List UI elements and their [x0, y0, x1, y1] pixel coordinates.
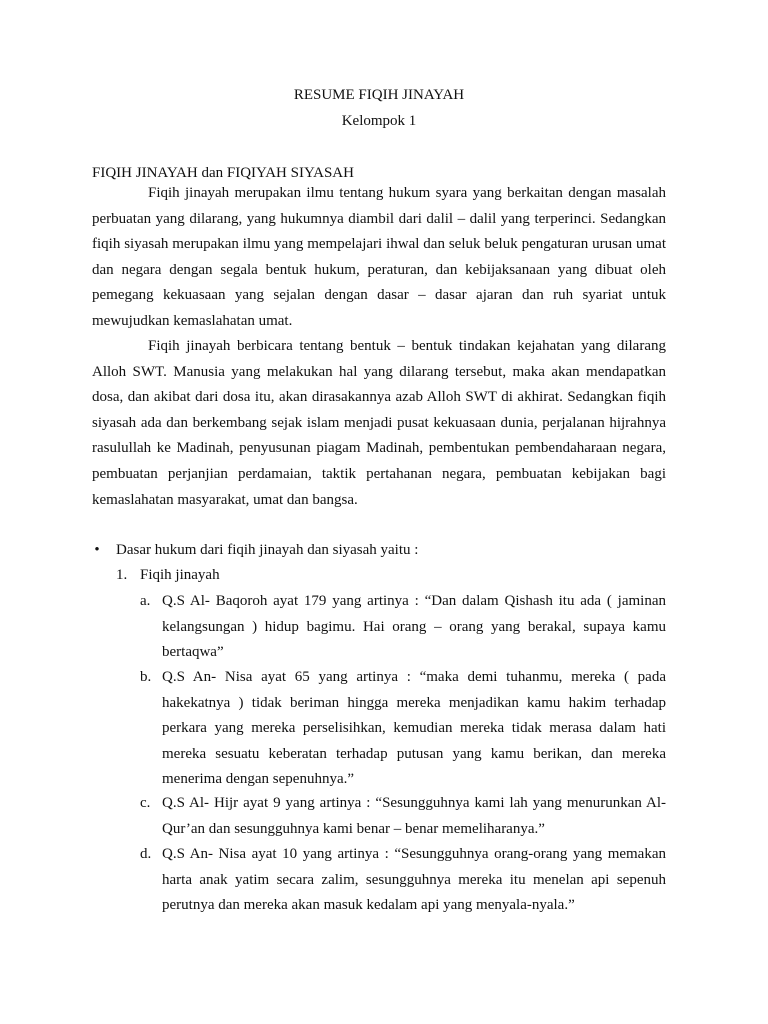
numbered-item [116, 566, 220, 584]
document-subtitle: Kelompok 1 [341, 113, 417, 129]
list-marker: b. [140, 669, 152, 685]
numbered-text: Fiqih jinayah [140, 567, 220, 583]
list-marker: c. [140, 795, 151, 811]
list-text: Q.S An- Nisa ayat 65 yang artinya : “maka demi tuhanmu, mereka ( pada hakekatnya ) tidak beriman hingga mereka menjadikan kamu hakim terhadap perkara yang mereka perselisihkan, kemudian mereka tidak merasa dalam hati mereka sesuatu keberatan terhadap putusan yang kamu berikan, dan mereka menerima dengan sepenuhnya.” [162, 669, 666, 788]
list-text: Q.S An- Nisa ayat 10 yang artinya : “Sesungguhnya orang-orang yang memakan harta anak yatim secara zalim, sesungguhnya mereka itu menelan api sepenuh perutnya dan mereka akan masuk kedalam api yang menyala-nyala.” [162, 846, 666, 914]
bullet-text: Dasar hukum dari fiqih jinayah dan siyasah yaitu : [116, 542, 419, 558]
section-heading: FIQIH JINAYAH dan FIQIYAH SIYASAH [92, 165, 354, 181]
bullet-marker: • [94, 542, 100, 558]
list-text: Q.S Al- Baqoroh ayat 179 yang artinya : “Dan dalam Qishash itu ada ( jaminan kelangsungan ) hidup bagimu. Hai orang – orang yang berakal, supaya kamu bertaqwa” [162, 593, 666, 661]
paragraph-2: Fiqih jinayah berbicara tentang bentuk – bentuk tindakan kejahatan yang dilarang Alloh SWT. Manusia yang melakukan hal yang dilarang tersebut, maka akan mendapatkan dosa, dan akibat dari dosa itu, akan dirasakannya azab Alloh SWT di akhirat. Sedangkan fiqih siyasah ada dan berkembang sejak islam menjadi pusat kekuasaan dunia, perjalanan hijrahnya rasulullah ke Madinah, penyusunan piagam Madinah, pembentukan pembendaharaan negara, pembuatan perjanjian perdamaian, taktik pertahanan negara, pembuatan kebijakan bagi kemaslahatan masyarakat, umat dan bangsa. [92, 338, 666, 508]
list-marker: a. [140, 593, 151, 609]
document-title: RESUME FIQIH JINAYAH [293, 87, 465, 103]
paragraph-1: Fiqih jinayah merupakan ilmu tentang hukum syara yang berkaitan dengan masalah perbuatan yang dilarang, yang hukumnya diambil dari dalil – dalil yang terperinci. Sedangkan fiqih siyasah merupakan ilmu yang mempelajari ihwal dan seluk beluk pengaturan urusan umat dan negara dengan segala bentuk hukum, peraturan, dan kebijaksanaan yang dibuat oleh pemegang kekuasaan yang sejalan dengan dasar – dasar ajaran dan ruh syariat untuk mewujudkan kemaslahatan umat. [92, 185, 666, 329]
list-text: Q.S Al- Hijr ayat 9 yang artinya : “Sesungguhnya kami lah yang menurunkan Al- Qur’an dan sesungguhnya kami benar – benar memeliharanya.” [162, 795, 666, 837]
numbered-marker: 1. [116, 567, 128, 583]
list-marker: d. [140, 846, 152, 862]
